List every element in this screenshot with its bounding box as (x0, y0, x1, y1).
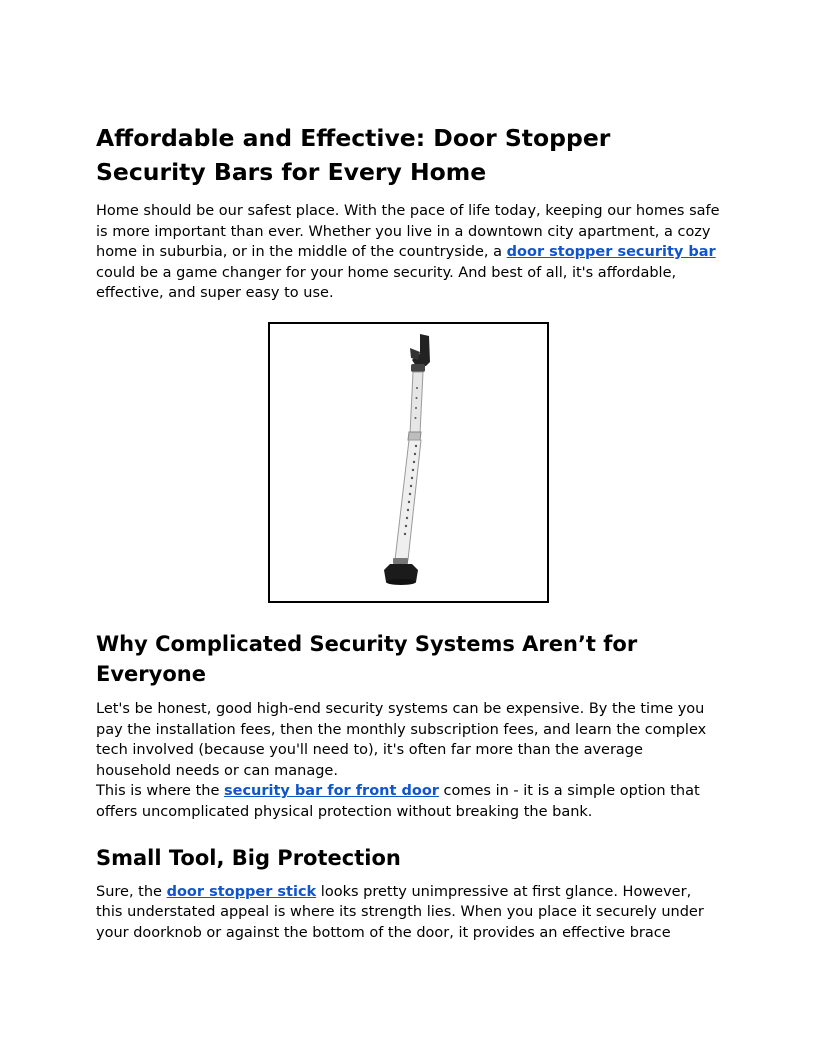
door-stopper-security-bar-link[interactable]: door stopper security bar (506, 244, 716, 261)
section2-text-before-link: Sure, the (96, 883, 167, 900)
bar-upper-tube (410, 372, 423, 434)
intro-text-before-link: Home should be our safest place. With the pace of life today, keeping our homes safe is more important than ever. Whether you live in a downtown city apartment, a cozy home in suburbia, or in the middle of the countryside, a (96, 203, 720, 261)
section1-text-before-link: This is where the (96, 783, 224, 800)
security-bar-image (268, 322, 549, 603)
section2-heading: Small Tool, Big Protection (96, 845, 401, 870)
security-bar-illustration (270, 324, 547, 601)
section2-text-after-link: looks pretty unimpressive at first glance. However, this understated appeal is where its strength lies. When you place it securely under your doorknob or against the bottom of the door, it provides an effective brace (96, 883, 704, 941)
intro-paragraph (96, 201, 720, 304)
section2-paragraph (96, 882, 720, 944)
door-stopper-stick-link[interactable]: door stopper stick (166, 883, 317, 900)
bar-main-tube (395, 440, 421, 560)
section1-heading: Why Complicated Security Systems Aren’t for Everyone (96, 631, 638, 686)
section1-paragraph1: Let's be honest, good high-end security systems can be expensive. By the time you pay the installation fees, then the monthly subscription fees, and learn the complex tech involved (because you'll need to), it's often far more than the average household needs or can manage. (96, 700, 707, 779)
bar-collar (411, 364, 425, 372)
section1-text-after-link: comes in - it is a simple option that offers uncomplicated physical protection without breaking the bank. (96, 783, 700, 820)
section1-paragraph2 (96, 781, 720, 822)
security-bar-for-front-door-link[interactable]: security bar for front door (223, 783, 439, 800)
page-title: Affordable and Effective: Door Stopper Security Bars for Every Home (96, 124, 611, 186)
intro-text-after-link: could be a game changer for your home security. And best of all, it's affordable, effective, and super easy to use. (96, 264, 677, 302)
